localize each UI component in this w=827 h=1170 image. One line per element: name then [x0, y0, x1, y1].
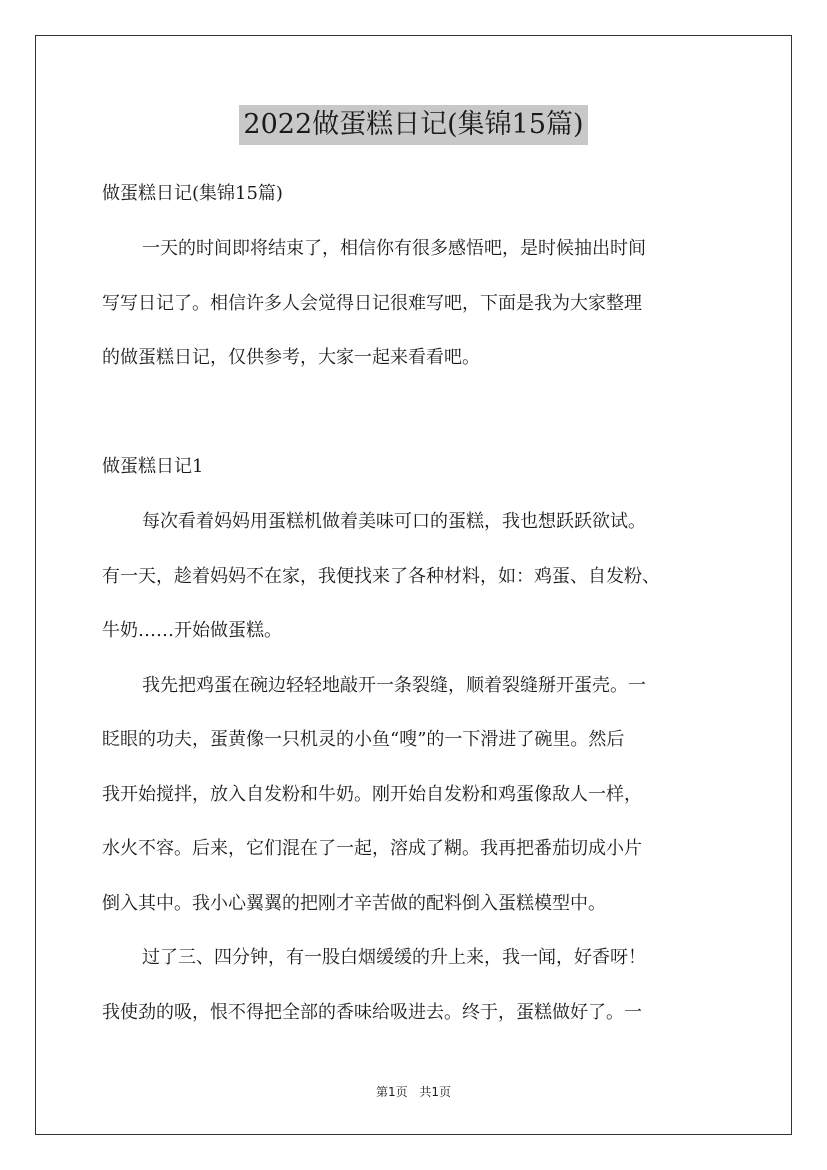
page-footer — [0, 1084, 827, 1100]
document-title-text: 2022做蛋糕日记(集锦15篇) — [239, 105, 587, 145]
para1-line-2: 有一天，趁着妈妈不在家，我便找来了各种材料，如：鸡蛋、自发粉、 — [102, 566, 660, 587]
para2-line-1: 我先把鸡蛋在碗边轻轻地敲开一条裂缝，顺着裂缝掰开蛋壳。一 — [142, 675, 646, 696]
page-number-current: 第1页 — [375, 1085, 408, 1099]
para3-line-2: 我使劲的吸，恨不得把全部的香味给吸进去。终于，蛋糕做好了。一 — [102, 1002, 642, 1023]
para3-line-1: 过了三、四分钟，有一股白烟缓缓的升上来，我一闻，好香呀！ — [142, 947, 646, 968]
intro-line-2: 写写日记了。相信许多人会觉得日记很难写吧，下面是我为大家整理 — [102, 293, 642, 314]
intro-line-1: 一天的时间即将结束了，相信你有很多感悟吧，是时候抽出时间 — [142, 238, 646, 259]
para2-line-5: 倒入其中。我小心翼翼的把刚才辛苦做的配料倒入蛋糕模型中。 — [102, 893, 606, 914]
para1-line-1: 每次看着妈妈用蛋糕机做着美味可口的蛋糕，我也想跃跃欲试。 — [142, 511, 646, 532]
document-subtitle: 做蛋糕日记(集锦15篇) — [102, 183, 283, 204]
para2-line-3: 我开始搅拌，放入自发粉和牛奶。刚开始自发粉和鸡蛋像敌人一样， — [102, 784, 642, 805]
para2-line-2: 眨眼的功夫，蛋黄像一只机灵的小鱼“嗖”的一下滑进了碗里。然后 — [102, 729, 625, 750]
page-number-total: 共1页 — [419, 1085, 452, 1099]
intro-line-3: 的做蛋糕日记，仅供参考，大家一起来看看吧。 — [102, 347, 480, 368]
para1-line-3: 牛奶……开始做蛋糕。 — [102, 620, 282, 641]
document-title — [0, 103, 827, 145]
section-heading: 做蛋糕日记1 — [102, 456, 204, 477]
para2-line-4: 水火不容。后来，它们混在了一起，溶成了糊。我再把番茄切成小片 — [102, 838, 642, 859]
